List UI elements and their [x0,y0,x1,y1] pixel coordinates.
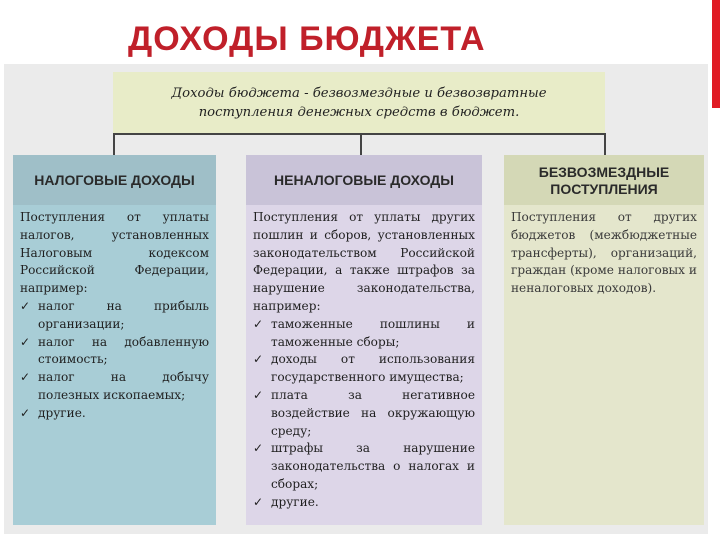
definition-line-2: поступления денежных средств в бюджет. [198,105,520,120]
connector-center [360,133,362,155]
gratuitous-receipts-body [504,205,704,525]
check-icon: ✓ [20,370,31,385]
gratuitous-receipts-heading-line-1: БЕЗВОЗМЕЗДНЫЕ [538,163,670,180]
non-tax-income-body [246,205,482,525]
check-icon: ✓ [253,441,264,456]
check-icon: ✓ [20,405,31,420]
check-icon: ✓ [253,387,264,402]
check-icon: ✓ [253,494,264,509]
definition-line-1: Доходы бюджета - безвозмездные и безвозвратные [171,86,547,101]
gratuitous-receipts-header [504,155,704,206]
non-tax-income-intro: Поступления от уплаты других пошлин и сборов, установленных законодательством Российской Федерации, а также штрафов за нарушение законодательства, например: [253,210,475,313]
connector-left [113,133,115,155]
accent-bar [712,0,720,108]
tax-income-header [13,155,216,206]
list-item: ✓ другие. [253,494,475,512]
list-item: ✓ налог на прибыль организации; [20,298,209,331]
check-icon: ✓ [253,316,264,331]
check-icon: ✓ [20,334,31,349]
non-tax-income-heading: НЕНАЛОГОВЫЕ ДОХОДЫ [274,172,454,188]
tax-income-heading: НАЛОГОВЫЕ ДОХОДЫ [34,172,195,188]
non-tax-income-header [246,155,482,206]
tax-income-list [20,298,209,423]
page-title: ДОХОДЫ БЮДЖЕТА [128,20,486,58]
check-icon: ✓ [20,298,31,313]
tax-income-body [13,205,216,525]
definition-box [113,72,605,134]
list-item: ✓ таможенные пошлины и таможенные сборы; [253,316,475,349]
list-item: ✓ плата за негативное воздействие на окружающую среду; [253,387,475,438]
list-item: ✓ штрафы за нарушение законодательства о налогах и сборах; [253,441,475,491]
non-tax-income-list [253,316,475,512]
list-item: ✓ другие. [20,405,209,423]
tax-income-intro: Поступления от уплаты налогов, установленных Налоговым кодексом Российской Федерации, например: [20,210,209,296]
connector-right [604,133,606,155]
gratuitous-receipts-heading-line-2: ПОСТУПЛЕНИЯ [550,180,658,197]
list-item: ✓ налог на добычу полезных ископаемых; [20,370,209,402]
check-icon: ✓ [253,352,264,367]
list-item: ✓ доходы от использования государственного имущества; [253,352,475,385]
list-item: ✓ налог на добавленную стоимость; [20,334,209,367]
gratuitous-receipts-intro: Поступления от других бюджетов (межбюджетные трансферты), организаций, граждан (кроме налоговых и неналоговых доходов). [511,210,697,296]
